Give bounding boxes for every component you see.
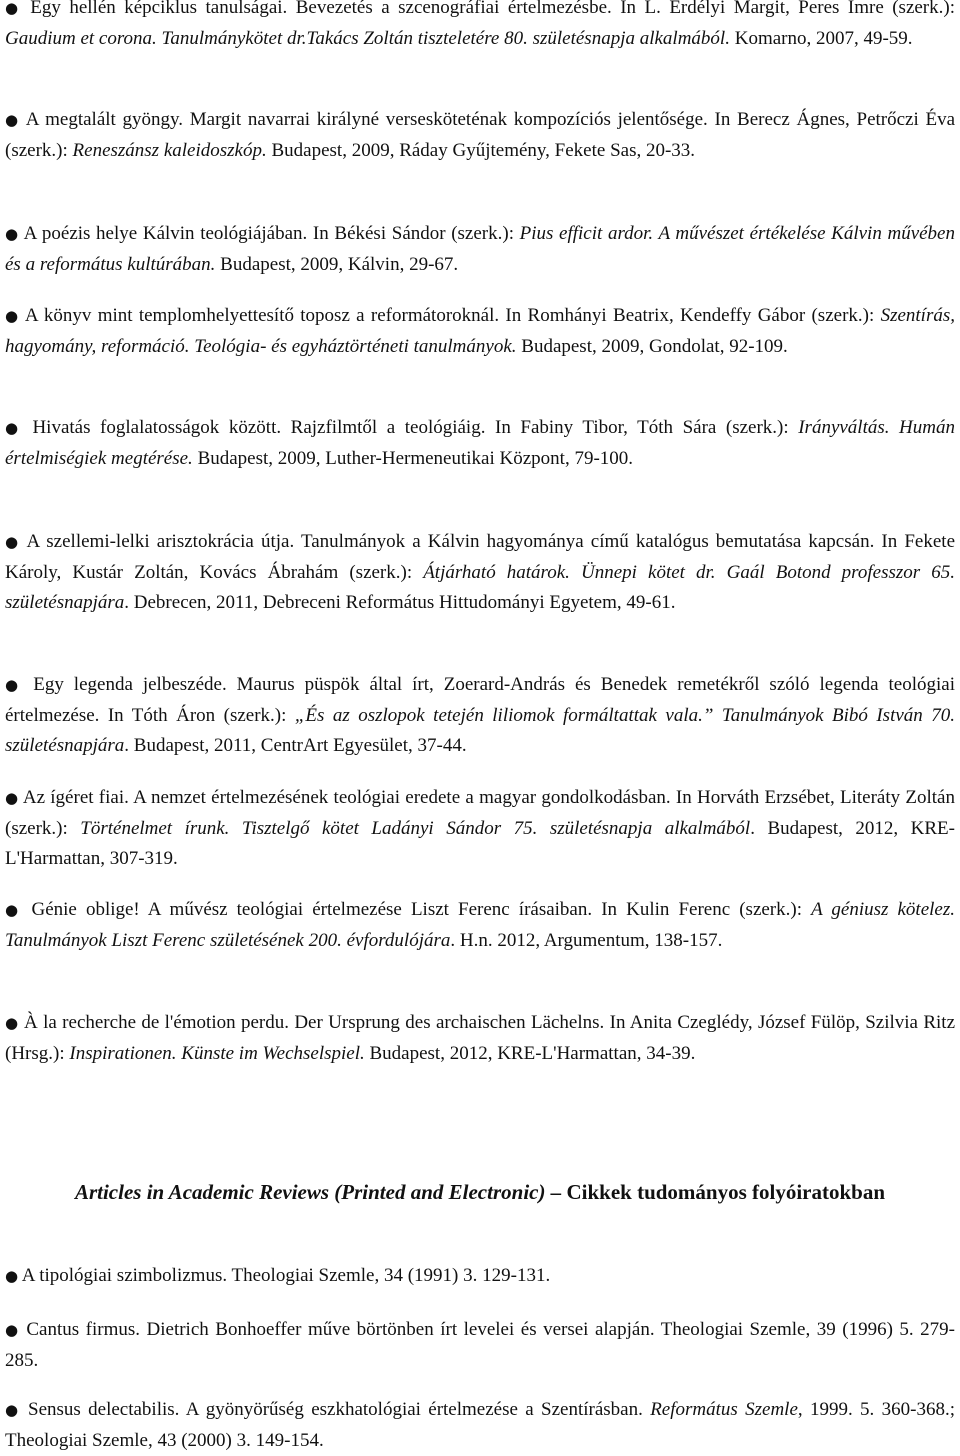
bibliography-entry	[5, 1008, 955, 1069]
bibliography-entry	[5, 895, 955, 956]
entry-publication: . H.n. 2012, Argumentum, 138-157.	[450, 929, 723, 951]
bibliography-entry	[5, 670, 955, 762]
entry-text: A megtalált gyöngy. Margit navarrai királyné versesköteténak kompozíciós jelentősége. In Berecz Ágnes, Petrőczi Éva (szerk.):	[5, 109, 956, 161]
article-journal: Református Szemle	[650, 1399, 798, 1420]
bullet-icon: ●	[5, 111, 21, 129]
entry-text: Egy legenda jelbeszéde. Maurus püspök által írt, Zoerard-András és Benedek remetékről szóló legenda teológiai értelmezése. In Tóth Áron (szerk.):	[5, 674, 955, 726]
bibliography-entry	[5, 219, 955, 280]
entry-title: Átjárható határok. Ünnepi kötet dr. Gaál Botond professzor 65. születésnapjára	[5, 561, 955, 613]
bibliography-entry	[5, 783, 955, 875]
article-publication: , 1999. 5. 360-368.; Theologiai Szemle, 43 (2000) 3. 149-154.	[5, 1399, 955, 1451]
bullet-icon: ●	[5, 0, 22, 17]
entry-text: A könyv mint templomhelyettesítő toposz a reformátoroknál. In Romhányi Beatrix, Kendeffy Gábor (szerk.):	[19, 305, 881, 326]
entry-publication: Budapest, 2009, Ráday Gyűjtemény, Fekete Sas, 20-33.	[266, 139, 696, 161]
section-heading-hungarian: Cikkek tudományos folyóiratokban	[561, 1180, 886, 1204]
entry-publication: . Budapest, 2011, CentrArt Egyesület, 37-44.	[124, 735, 467, 756]
entry-title: Történelmet írunk. Tisztelgő kötet Ladányi Sándor 75. születésnapja alkalmából	[80, 817, 751, 839]
entry-title: „És az oszlopok tetején liliomok formáltattak vala.” Tanulmányok Bibó István 70. születésnapjára	[5, 704, 955, 756]
entry-text: Hivatás foglalatosságok között. Rajzfilmtől a teológiáig. In Fabiny Tibor, Tóth Sára (szerk.):	[22, 417, 799, 438]
bullet-icon: ●	[5, 307, 20, 325]
bullet-icon: ●	[5, 1014, 19, 1032]
article-text: Cantus firmus. Dietrich Bonhoeffer műve börtönben írt levelei és versei alapján. Theologiai Szemle, 39 (1996) 5. 279-285.	[5, 1319, 955, 1371]
bullet-icon: ●	[5, 789, 19, 807]
bibliography-entry	[5, 301, 955, 362]
entry-publication: . Debrecen, 2011, Debreceni Református Hittudományi Egyetem, 49-61.	[124, 592, 676, 613]
entry-publication: . Budapest, 2012, KRE-L'Harmattan, 307-319.	[5, 817, 955, 869]
bibliography-entry	[5, 527, 955, 619]
entry-publication: Budapest, 2012, KRE-L'Harmattan, 34-39.	[364, 1042, 696, 1064]
entry-text: Génie oblige! A művész teológiai értelmezése Liszt Ferenc írásaiban. In Kulin Ferenc (szerk.):	[22, 899, 812, 920]
section-heading	[60, 1177, 900, 1208]
article-entry	[5, 1315, 955, 1376]
bullet-icon: ●	[5, 1267, 19, 1285]
entry-title: A géniusz kötelez. Tanulmányok Liszt Ferenc születésének 200. évfordulójára	[5, 899, 955, 951]
entry-title: Gaudium et corona. Tanulmánykötet dr.Takács Zoltán tiszteletére 80. születésnapja alkalmából.	[5, 27, 730, 49]
article-entry	[5, 1261, 955, 1292]
bibliography-entry	[5, 0, 955, 54]
entry-title: Inspirationen. Künste im Wechselspiel.	[69, 1042, 365, 1064]
bullet-icon: ●	[5, 1321, 20, 1339]
entry-text: À la recherche de l'émotion perdu. Der Ursprung des archaischen Lächelns. In Anita Czeglédy, József Fülöp, Szilvia Ritz (Hrsg.):	[5, 1012, 956, 1064]
bullet-icon: ●	[5, 676, 24, 694]
section-heading-english: Articles in Academic Reviews (Printed and Electronic) –	[74, 1180, 562, 1204]
article-text: Sensus delectabilis. A gyönyörűség eszkhatológiai értelmezése a Szentírásban.	[20, 1399, 651, 1420]
entry-text: Egy hellén képciklus tanulságai. Bevezetés a szcenográfiai értelmezésbe. In L. Erdélyi Margit, Peres Imre (szerk.):	[21, 0, 955, 18]
bullet-icon: ●	[5, 901, 23, 919]
bullet-icon: ●	[5, 419, 23, 437]
entry-title: Pius efficit ardor. A művészet értékelése Kálvin művében és a református kultúrában.	[5, 223, 955, 275]
entry-title: Irányváltás. Humán értelmiségiek megtérése.	[5, 417, 956, 469]
bibliography-entry	[5, 413, 955, 474]
entry-title: Reneszánsz kaleidoszkóp.	[72, 139, 267, 161]
entry-publication: Komarno, 2007, 49-59.	[729, 27, 913, 49]
entry-publication: Budapest, 2009, Luther-Hermeneutikai Központ, 79-100.	[192, 447, 634, 469]
article-text: A tipológiai szimbolizmus. Theologiai Szemle, 34 (1991) 3. 129-131.	[18, 1265, 551, 1286]
entry-text: A szellemi-lelki arisztokrácia útja. Tanulmányok a Kálvin hagyománya című katalógus bemutatása kapcsán. In Fekete Károly, Kustár Zoltán, Kovács Ábrahám (szerk.):	[5, 531, 956, 583]
entry-text: A poézis helye Kálvin teológiájában. In Békési Sándor (szerk.):	[18, 223, 520, 244]
entry-publication: Budapest, 2009, Kálvin, 29-67.	[215, 253, 459, 275]
entry-title: Szentírás, hagyomány, reformáció. Teológia- és egyháztörténeti tanulmányok.	[5, 305, 955, 357]
bullet-icon: ●	[5, 1401, 21, 1419]
bullet-icon: ●	[5, 533, 21, 551]
entry-publication: Budapest, 2009, Gondolat, 92-109.	[516, 335, 788, 357]
bullet-icon: ●	[5, 225, 19, 243]
entry-text: Az ígéret fiai. A nemzet értelmezésének teológiai eredete a magyar gondolkodásban. In Horváth Erzsébet, Literáty Zoltán (szerk.):	[5, 787, 955, 839]
article-entry	[5, 1395, 955, 1456]
bibliography-entry	[5, 105, 955, 166]
